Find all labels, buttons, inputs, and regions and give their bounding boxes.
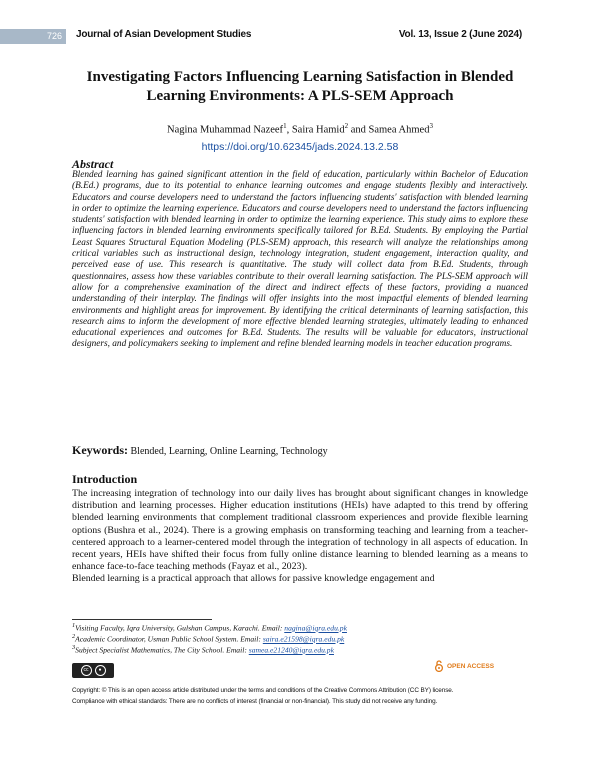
author-name: Samea Ahmed xyxy=(368,124,430,136)
footnote-text: Academic Coordinator, Usman Public School System. Email: xyxy=(75,634,263,644)
footnote-divider xyxy=(72,619,212,620)
footnote-text: Visiting Faculty, Iqra University, Gulshan Campus, Karachi. Email: xyxy=(75,623,285,633)
keywords-text: Blended, Learning, Online Learning, Technology xyxy=(128,446,328,457)
intro-paragraph: Blended learning is a practical approach that allows for passive knowledge engagement and xyxy=(72,573,435,585)
footnote-email-link[interactable]: nagina@iqra.edu.pk xyxy=(284,623,347,633)
footnote-marker: 2 xyxy=(72,633,76,640)
author-list xyxy=(72,122,528,136)
author-affiliation-marker: 2 xyxy=(344,122,349,130)
intro-paragraph: The increasing integration of technology into our daily lives has brought about significant changes in knowledge distribution and learning processes. Higher education institutions (HEIs) have adapted to this trend by offering blended learning environments that complement traditional classroom experiences and provide flexible learning options (Bushra et al., 2024). There is a growing emphasis on transforming teaching and learning from a teacher-centered approach to a learner-centered model through the integration of technology in all aspects of education. In recent years, HEIs have shifted their focus from fully online distance learning to blended learning as a means to enhance face-to-face teaching methods (Fayaz et al., 2023). xyxy=(72,488,528,573)
author-affiliation-marker: 3 xyxy=(429,122,433,130)
keywords xyxy=(72,443,328,458)
open-lock-icon xyxy=(434,660,444,672)
author-name: Saira Hamid xyxy=(291,124,345,136)
footnote-email-link[interactable]: saira.e21598@iqra.edu.pk xyxy=(262,634,345,644)
journal-name: Journal of Asian Development Studies xyxy=(76,29,252,40)
paper-title: Investigating Factors Influencing Learning Satisfaction in Blended Learning Environments: A PLS-SEM Approach xyxy=(86,69,514,104)
author-separator: and xyxy=(348,124,369,136)
copyright-text: Copyright: © This is an open access article distributed under the terms and conditions of the Creative Commons Attribution (CC BY) license. xyxy=(72,687,454,694)
license-statement xyxy=(72,685,532,707)
open-access-label: OPEN ACCESS xyxy=(447,662,495,670)
footnote-marker: 3 xyxy=(72,644,76,651)
footnote-marker: 1 xyxy=(72,622,76,629)
introduction-heading: Introduction xyxy=(72,472,138,486)
author-separator: , xyxy=(286,124,292,136)
doi-link[interactable]: https://doi.org/10.62345/jads.2024.13.2.58 xyxy=(201,141,399,153)
volume-issue: Vol. 13, Issue 2 (June 2024) xyxy=(398,29,522,40)
cc-icon: cc xyxy=(81,665,92,676)
footnote xyxy=(72,632,344,644)
by-icon: ● xyxy=(95,665,106,676)
cc-by-icon[interactable] xyxy=(72,663,114,678)
abstract-text: Blended learning has gained significant attention in the field of education, particularly within Bachelor of Education (B.Ed.) programs, due to its potential to enhance learning outcomes and engage students flexibly and interactively. Educators and course developers need to understand the factors influencing students' satisfaction with blended learning in order to optimize the learning experience. Educators and course developers need to understand the factors influencing students' satisfaction with blended learning in order to optimize the learning experience. This study aims to explore these influencing factors in blended learning environments specifically tailored for B.Ed. Students. By employing the Partial Least Squares Structural Equation Modeling (PLS-SEM) approach, this research will analyze the relationships among critical variables such as instructional design, technology integration, student engagement, interaction quality, and perceived ease of use. This research is quantitative. The study will collect data from B.Ed. Students, through questionnaires, assess how these variables contribute to their overall learning satisfaction. The PLS-SEM approach will allow for a comprehensive examination of the direct and indirect effects of these factors, providing a nuanced understanding of their interplay. The findings will offer insights into the most impactful elements of blended learning environments and highlight areas for improvement. By identifying the critical determinants of learning satisfaction, this research aims to inform the development of more effective blended learning strategies, ultimately leading to enhanced educational experiences and outcomes for B.Ed. Students. The results will be valuable for educators, instructional designers, and policymakers seeking to implement and refine blended learning models in teacher education programs. xyxy=(72,170,528,350)
introduction-body xyxy=(72,488,528,586)
keywords-label: Keywords: xyxy=(72,443,128,457)
page-number: 726 xyxy=(0,29,66,44)
compliance-text: Compliance with ethical standards: There are no conflicts of interest (financial or non-financial). This study did not receive any funding. xyxy=(72,698,438,705)
footnote xyxy=(72,643,334,655)
abstract-heading: Abstract xyxy=(72,157,114,171)
footnote-text: Subject Specialist Mathematics, The City School. Email: xyxy=(75,645,249,655)
author-affiliation-marker: 1 xyxy=(283,122,287,130)
open-access-badge xyxy=(434,660,494,672)
footnote xyxy=(72,621,347,633)
footnote-email-link[interactable]: samea.e21240@iqra.edu.pk xyxy=(248,645,334,655)
author-name: Nagina Muhammad Nazeef xyxy=(167,124,284,136)
